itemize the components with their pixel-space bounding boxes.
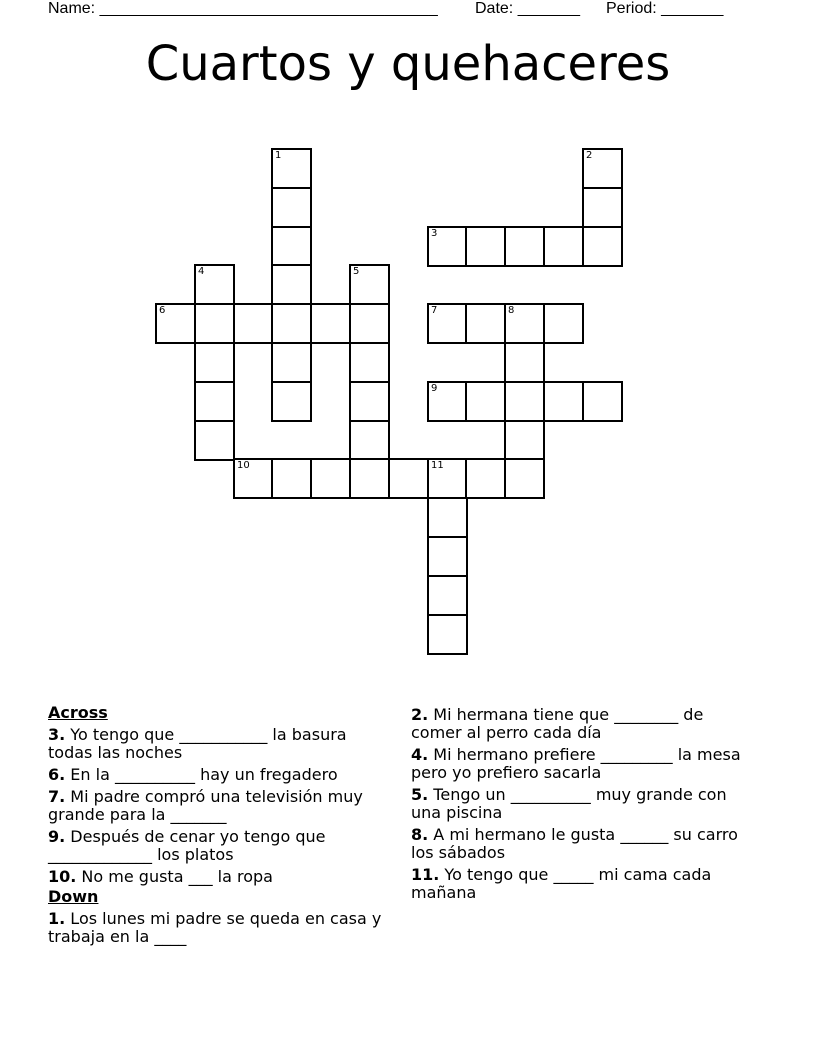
crossword-cell[interactable] xyxy=(155,303,196,344)
crossword-cell[interactable] xyxy=(543,303,584,344)
crossword-cell[interactable] xyxy=(349,342,390,383)
crossword-cell[interactable] xyxy=(504,226,545,267)
clue-text: Mi hermano prefiere _________ la mesa pero yo prefiero sacarla xyxy=(411,745,741,782)
clue-text: A mi hermano le gusta ______ su carro los sábados xyxy=(411,825,738,862)
crossword-cell[interactable] xyxy=(349,381,390,422)
crossword-cell[interactable] xyxy=(271,226,312,267)
crossword-cell[interactable] xyxy=(194,264,235,305)
clue-number: 7. xyxy=(48,787,66,806)
clue-item xyxy=(411,786,751,822)
clues-right-column xyxy=(411,702,751,902)
clue-item xyxy=(411,746,751,782)
across-heading: Across xyxy=(48,703,108,722)
crossword-cell[interactable] xyxy=(271,148,312,189)
clue-item xyxy=(48,766,388,784)
cell-number: 10 xyxy=(237,460,250,471)
crossword-cell[interactable] xyxy=(388,458,429,499)
crossword-cell[interactable] xyxy=(194,303,235,344)
crossword-cell[interactable] xyxy=(427,614,468,655)
crossword-cell[interactable] xyxy=(194,420,235,461)
name-field-label[interactable]: Name: ______________________________________ xyxy=(48,0,438,17)
crossword-cell[interactable] xyxy=(504,458,545,499)
crossword-cell[interactable] xyxy=(271,303,312,344)
clue-number: 2. xyxy=(411,705,429,724)
crossword-cell[interactable] xyxy=(543,381,584,422)
cell-number: 9 xyxy=(431,383,438,394)
clue-text: Mi padre compró una televisión muy grande para la _______ xyxy=(48,787,363,824)
crossword-cell[interactable] xyxy=(427,381,468,422)
cell-number: 3 xyxy=(431,228,438,239)
clue-item xyxy=(48,726,388,762)
crossword-cell[interactable] xyxy=(465,226,506,267)
clue-number: 1. xyxy=(48,909,66,928)
clue-text: Los lunes mi padre se queda en casa y trabaja en la ____ xyxy=(48,909,382,946)
clue-number: 3. xyxy=(48,725,66,744)
cell-number: 6 xyxy=(159,305,166,316)
clue-item xyxy=(48,868,388,886)
clue-item xyxy=(48,828,388,864)
cell-number: 11 xyxy=(431,460,444,471)
cell-number: 1 xyxy=(275,150,282,161)
clue-item xyxy=(48,910,388,946)
clue-text: Mi hermana tiene que ________ de comer al perro cada día xyxy=(411,705,704,742)
clue-number: 8. xyxy=(411,825,429,844)
down-clue-list-right xyxy=(411,706,751,902)
clue-text: No me gusta ___ la ropa xyxy=(76,867,273,886)
crossword-cell[interactable] xyxy=(233,458,274,499)
crossword-cell[interactable] xyxy=(271,342,312,383)
clue-number: 9. xyxy=(48,827,66,846)
across-clue-list xyxy=(48,726,388,886)
crossword-cell[interactable] xyxy=(349,420,390,461)
crossword-cell[interactable] xyxy=(465,458,506,499)
cell-number: 7 xyxy=(431,305,438,316)
page-title: Cuartos y quehaceres xyxy=(145,36,671,92)
cell-number: 2 xyxy=(586,150,593,161)
cell-number: 8 xyxy=(508,305,515,316)
clue-number: 11. xyxy=(411,865,440,884)
down-clue-list-left xyxy=(48,910,388,946)
crossword-cell[interactable] xyxy=(465,303,506,344)
clue-text: Después de cenar yo tengo que _____________ los platos xyxy=(48,827,326,864)
down-heading: Down xyxy=(48,887,99,906)
clue-text: Yo tengo que _____ mi cama cada mañana xyxy=(411,865,712,902)
clue-number: 6. xyxy=(48,765,66,784)
clue-item xyxy=(411,866,751,902)
crossword-cell[interactable] xyxy=(504,303,545,344)
crossword-cell[interactable] xyxy=(427,226,468,267)
cell-number: 5 xyxy=(353,266,360,277)
clue-text: Yo tengo que ___________ la basura todas las noches xyxy=(48,725,347,762)
clue-number: 5. xyxy=(411,785,429,804)
crossword-cell[interactable] xyxy=(349,458,390,499)
crossword-cell[interactable] xyxy=(582,187,623,228)
crossword-cell[interactable] xyxy=(582,148,623,189)
date-field-label[interactable]: Date: _______ xyxy=(475,0,580,17)
crossword-cell[interactable] xyxy=(582,381,623,422)
clues-left-column xyxy=(48,702,388,946)
clue-item xyxy=(48,788,388,824)
crossword-cell[interactable] xyxy=(271,458,312,499)
crossword-cell[interactable] xyxy=(310,303,351,344)
clue-item xyxy=(411,826,751,862)
crossword-cell[interactable] xyxy=(271,381,312,422)
crossword-cell[interactable] xyxy=(194,342,235,383)
period-field-label[interactable]: Period: _______ xyxy=(606,0,724,17)
crossword-cell[interactable] xyxy=(504,420,545,461)
crossword-cell[interactable] xyxy=(349,264,390,305)
crossword-cell[interactable] xyxy=(349,303,390,344)
crossword-cell[interactable] xyxy=(427,575,468,616)
crossword-cell[interactable] xyxy=(427,458,468,499)
crossword-cell[interactable] xyxy=(465,381,506,422)
crossword-cell[interactable] xyxy=(194,381,235,422)
clue-text: En la __________ hay un fregadero xyxy=(65,765,338,784)
crossword-cell[interactable] xyxy=(543,226,584,267)
crossword-cell[interactable] xyxy=(427,303,468,344)
clue-text: Tengo un __________ muy grande con una piscina xyxy=(411,785,727,822)
crossword-cell[interactable] xyxy=(504,342,545,383)
crossword-cell[interactable] xyxy=(310,458,351,499)
crossword-cell[interactable] xyxy=(582,226,623,267)
clue-number: 10. xyxy=(48,867,77,886)
clue-item xyxy=(411,706,751,742)
crossword-cell[interactable] xyxy=(504,381,545,422)
cell-number: 4 xyxy=(198,266,205,277)
crossword-cell[interactable] xyxy=(233,303,274,344)
crossword-cell[interactable] xyxy=(427,536,468,577)
crossword-cell[interactable] xyxy=(271,264,312,305)
clue-number: 4. xyxy=(411,745,429,764)
crossword-cell[interactable] xyxy=(427,497,468,538)
crossword-cell[interactable] xyxy=(271,187,312,228)
